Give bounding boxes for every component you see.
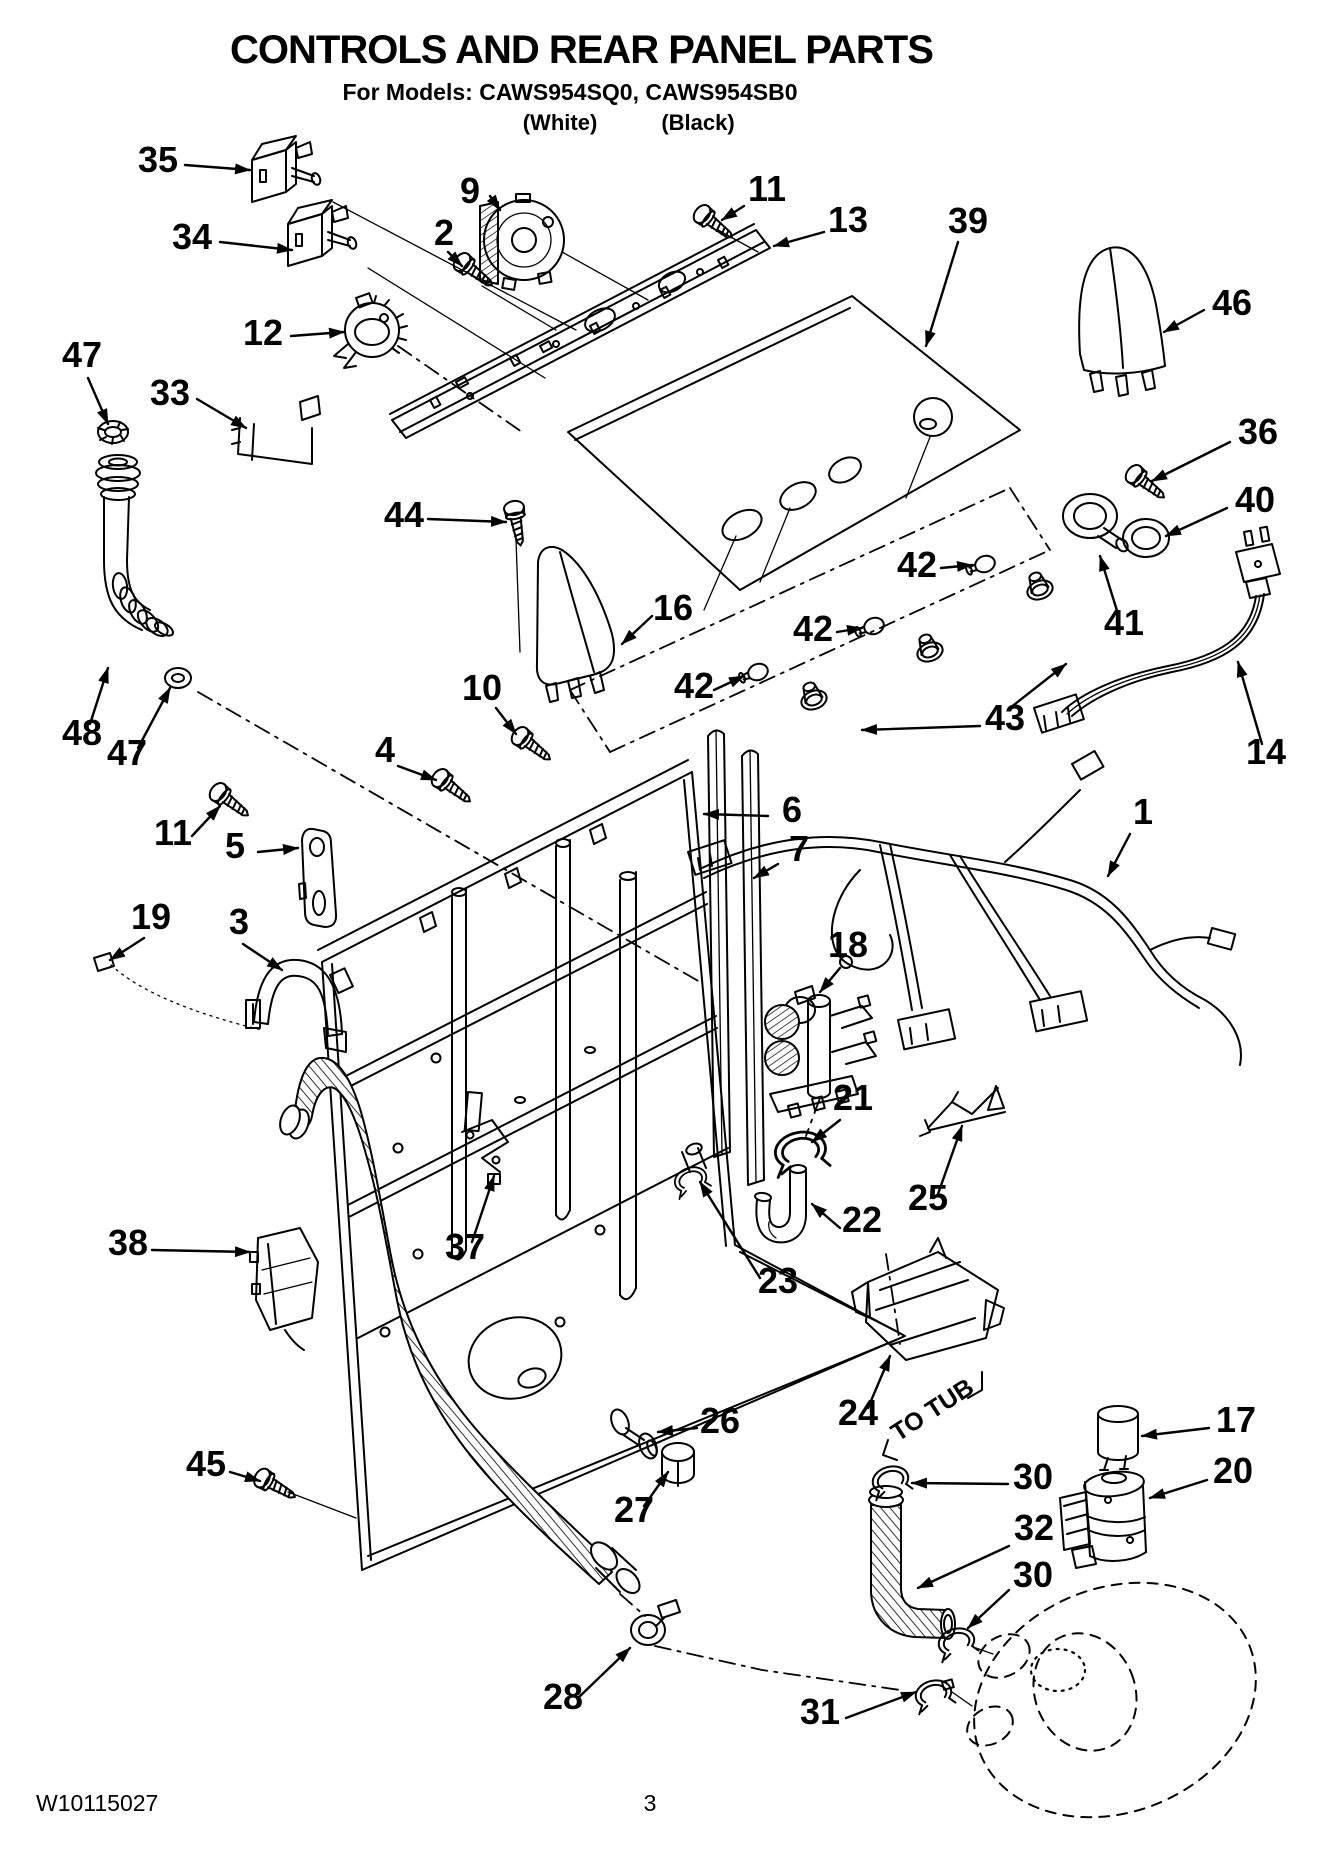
callout-42-c: 42 [673, 665, 715, 706]
seal-ring-top [98, 421, 128, 444]
splash-shield [852, 1238, 1004, 1360]
callout-41: 41 [1103, 602, 1145, 643]
pump-ghost-outline [939, 1542, 1292, 1849]
page-title: CONTROLS AND REAR PANEL PARTS [230, 28, 933, 72]
knob-base [1063, 494, 1130, 554]
callout-35: 35 [137, 139, 179, 180]
callout-45: 45 [185, 1443, 227, 1484]
callout-3: 3 [228, 901, 250, 942]
console-endcap-right [1079, 247, 1165, 396]
callout-9: 9 [459, 170, 481, 211]
callout-46: 46 [1211, 282, 1253, 323]
rear-panel [318, 760, 905, 1570]
document-number: W10115027 [36, 1790, 159, 1816]
callout-28: 28 [542, 1676, 584, 1717]
power-cord [1034, 527, 1280, 733]
callout-10: 10 [461, 667, 503, 708]
callout-13: 13 [827, 199, 869, 240]
callout-11-top: 11 [747, 168, 787, 209]
finish-note-black: (Black) [661, 110, 735, 135]
pump-motor [1060, 1469, 1146, 1568]
callout-27: 27 [613, 1489, 655, 1530]
callout-40: 40 [1234, 479, 1276, 520]
capacitor [1098, 1406, 1138, 1470]
link-strap [299, 829, 336, 927]
grommet [631, 1600, 680, 1645]
console-endcap-left [516, 540, 614, 702]
callout-32: 32 [1013, 1507, 1055, 1548]
callout-22: 22 [841, 1199, 883, 1240]
switch-35 [252, 136, 322, 202]
to-tub-annotation [883, 1372, 982, 1460]
outlet-hose-22 [755, 1165, 806, 1242]
seal-ring-lower [165, 668, 191, 688]
screw-45-icon [251, 1466, 300, 1506]
screw-44-icon [503, 499, 531, 547]
knob-ring [1123, 519, 1169, 557]
callout-30-bottom: 30 [1012, 1554, 1054, 1595]
page-number: 3 [643, 1790, 657, 1816]
callout-48: 48 [61, 712, 103, 753]
to-tub-label: TO TUB [886, 1373, 979, 1448]
callout-4: 4 [374, 729, 396, 770]
callout-42-a: 42 [896, 544, 938, 585]
callout-2: 2 [433, 212, 455, 253]
callout-6: 6 [781, 789, 803, 830]
timer [480, 194, 564, 290]
support-bracket-25 [920, 1086, 1005, 1136]
callout-19: 19 [130, 896, 172, 937]
hole-cap [662, 1443, 694, 1486]
callout-7: 7 [788, 828, 810, 869]
callout-38: 38 [107, 1222, 149, 1263]
screw-11-left-icon [206, 780, 254, 823]
callout-17: 17 [1215, 1399, 1257, 1440]
console-panel [568, 296, 1020, 610]
callout-21: 21 [832, 1077, 874, 1118]
callout-18: 18 [827, 924, 869, 965]
trim-strips [708, 730, 764, 1185]
screw-4-icon [428, 766, 476, 809]
callout-47-top: 47 [61, 334, 103, 375]
ground-wire-clip [94, 953, 262, 1030]
screw-11-top-icon [690, 202, 738, 245]
callout-20: 20 [1212, 1450, 1254, 1491]
console-bracket [390, 224, 770, 438]
callout-14: 14 [1245, 731, 1287, 772]
callout-43: 43 [984, 697, 1026, 738]
callout-36: 36 [1237, 411, 1279, 452]
callout-33: 33 [149, 372, 191, 413]
rotary-switch [334, 293, 407, 368]
callout-47-lower: 47 [106, 732, 148, 773]
callout-12: 12 [242, 312, 284, 353]
callout-25: 25 [907, 1177, 949, 1218]
callout-24: 24 [837, 1392, 879, 1433]
screw-36-icon [1122, 462, 1170, 505]
callout-11-left: 11 [153, 812, 193, 853]
callout-5: 5 [224, 825, 246, 866]
finish-note-white: (White) [522, 110, 598, 135]
callout-26: 26 [699, 1400, 741, 1441]
callout-34: 34 [171, 216, 213, 257]
callout-42-b: 42 [792, 608, 834, 649]
drain-hose [276, 1058, 644, 1598]
callout-44: 44 [383, 494, 425, 535]
callout-37: 37 [444, 1226, 486, 1267]
pump-hose [869, 1486, 955, 1639]
models-subtitle: For Models: CAWS954SQ0, CAWS954SB0 [342, 79, 798, 105]
clamp-31 [912, 1676, 956, 1714]
callout-16: 16 [652, 587, 694, 628]
callout-30-top: 30 [1012, 1456, 1054, 1497]
hose-bracket-38 [250, 1228, 318, 1350]
callout-1: 1 [1132, 791, 1154, 832]
callout-labels [62, 139, 1286, 1732]
callout-31: 31 [799, 1691, 841, 1732]
inlet-funnel [96, 455, 175, 640]
callout-23: 23 [757, 1260, 799, 1301]
screw-10-icon [508, 724, 556, 767]
callout-39: 39 [947, 200, 989, 241]
knob-clip-set-2 [853, 615, 945, 665]
clip-bracket-33 [232, 396, 320, 464]
knob-clip-set-1 [964, 553, 1055, 603]
